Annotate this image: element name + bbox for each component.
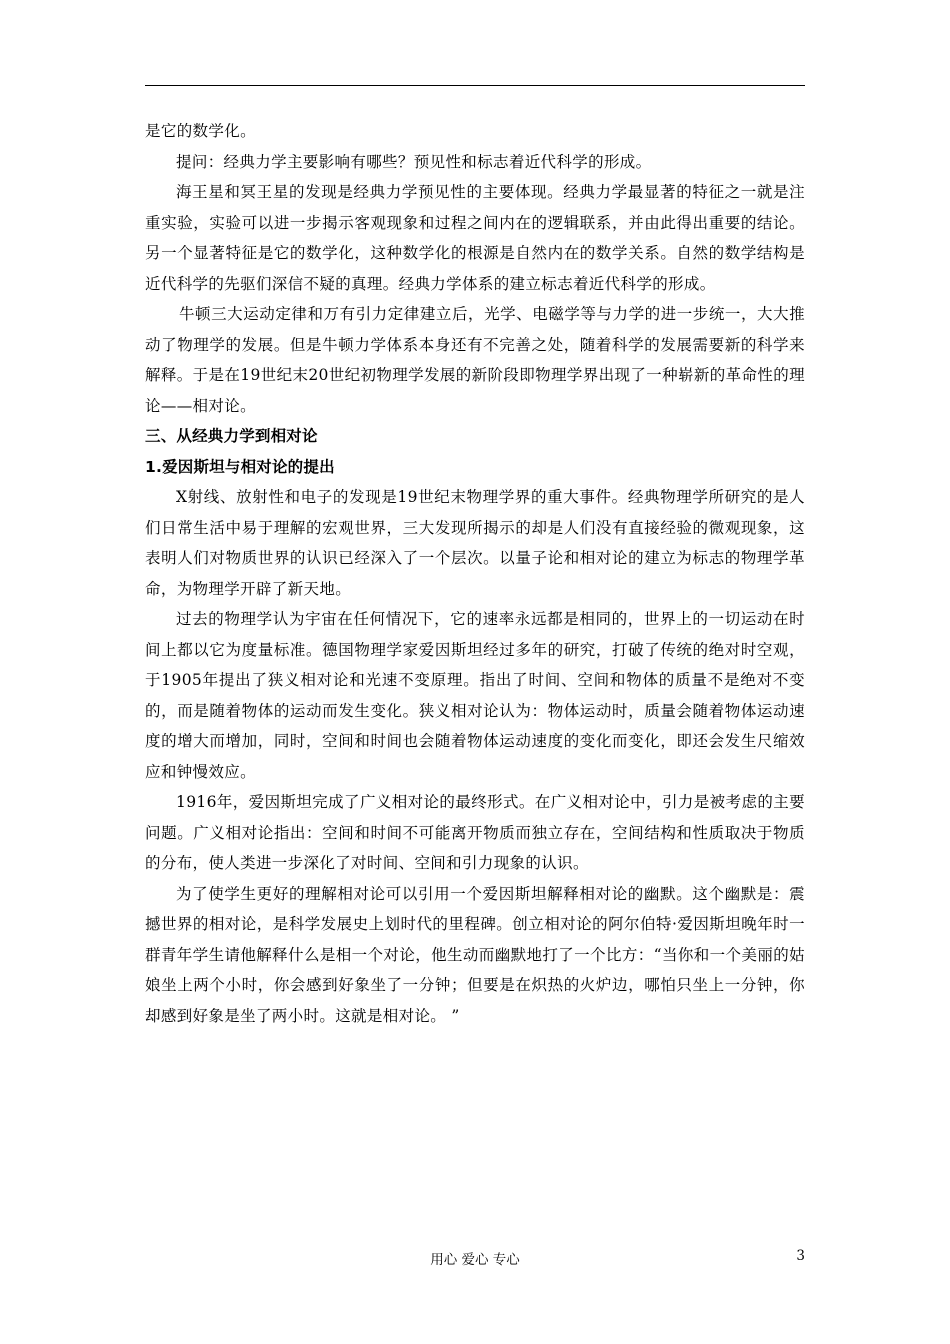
paragraph-three-discoveries: X射线、放射性和电子的发现是19世纪末物理学界的重大事件。经典物理学所研究的是人们日常生活中易于理解的宏观世界，三大发现所揭示的却是人们没有直接经验的微观现象，这表明人们对物质世界的认识已经深入了一个层次。以量子论和相对论的建立为标志的物理学革命，为物理学开辟了新天地。 <box>145 488 805 598</box>
paragraph-question: 提问：经典力学主要影响有哪些？预见性和标志着近代科学的形成。 <box>176 152 652 171</box>
document-body <box>145 116 805 1031</box>
page-footer <box>145 1248 805 1270</box>
footer-motto: 用心 爱心 专心 <box>430 1252 520 1268</box>
page-number: 3 <box>796 1248 805 1264</box>
paragraph-general-relativity: 1916年，爱因斯坦完成了广义相对论的最终形式。在广义相对论中，引力是被考虑的主要问题。广义相对论指出：空间和时间不可能离开物质而独立存在，空间结构和性质取决于物质的分布，使人类进一步深化了对时间、空间和引力现象的认识。 <box>145 793 805 872</box>
paragraph-einstein-humor: 为了使学生更好的理解相对论可以引用一个爱因斯坦解释相对论的幽默。这个幽默是：震撼世界的相对论，是科学发展史上划时代的里程碑。创立相对论的阿尔伯特·爱因斯坦晚年时一群青年学生请他解释什么是相一个对论，他生动而幽默地打了一个比方：“当你和一个美丽的姑娘坐上两个小时，你会感到好象坐了一分钟；但要是在炽热的火炉边，哪怕只坐上一分钟，你却感到好象是坐了两小时。这就是相对论。 ” <box>145 884 805 1025</box>
subsection-heading: 1.爱因斯坦与相对论的提出 <box>145 457 335 476</box>
paragraph-special-relativity: 过去的物理学认为宇宙在任何情况下，它的速率永远都是相同的，世界上的一切运动在时间上都以它为度量标准。德国物理学家爱因斯坦经过多年的研究，打破了传统的绝对时空观，于1905年提出了狭义相对论和光速不变原理。指出了时间、空间和物体的质量不是绝对不变的，而是随着物体的运动而发生变化。狭义相对论认为：物体运动时，质量会随着物体运动速度的增大而增加，同时，空间和时间也会随着物体运动速度的变化而变化，即还会发生尺缩效应和钟慢效应。 <box>145 610 805 781</box>
paragraph-classical-mechanics: 海王星和冥王星的发现是经典力学预见性的主要体现。经典力学最显著的特征之一就是注重实验，实验可以进一步揭示客观现象和过程之间内在的逻辑联系，并由此得出重要的结论。另一个显著特征是它的数学化，这种数学化的根源是自然内在的数学关系。自然的数学结构是近代科学的先驱们深信不疑的真理。经典力学体系的建立标志着近代科学的形成。 <box>145 183 805 293</box>
paragraph-newton-laws: 牛顿三大运动定律和万有引力定律建立后，光学、电磁学等与力学的进一步统一，大大推动了物理学的发展。但是牛顿力学体系本身还有不完善之处，随着科学的发展需要新的科学来解释。于是在19世纪末20世纪初物理学发展的新阶段即物理学界出现了一种崭新的革命性的理论——相对论。 <box>145 305 805 415</box>
paragraph-continuation: 是它的数学化。 <box>145 122 256 140</box>
header-rule <box>145 85 805 86</box>
section-heading: 三、从经典力学到相对论 <box>145 427 318 445</box>
